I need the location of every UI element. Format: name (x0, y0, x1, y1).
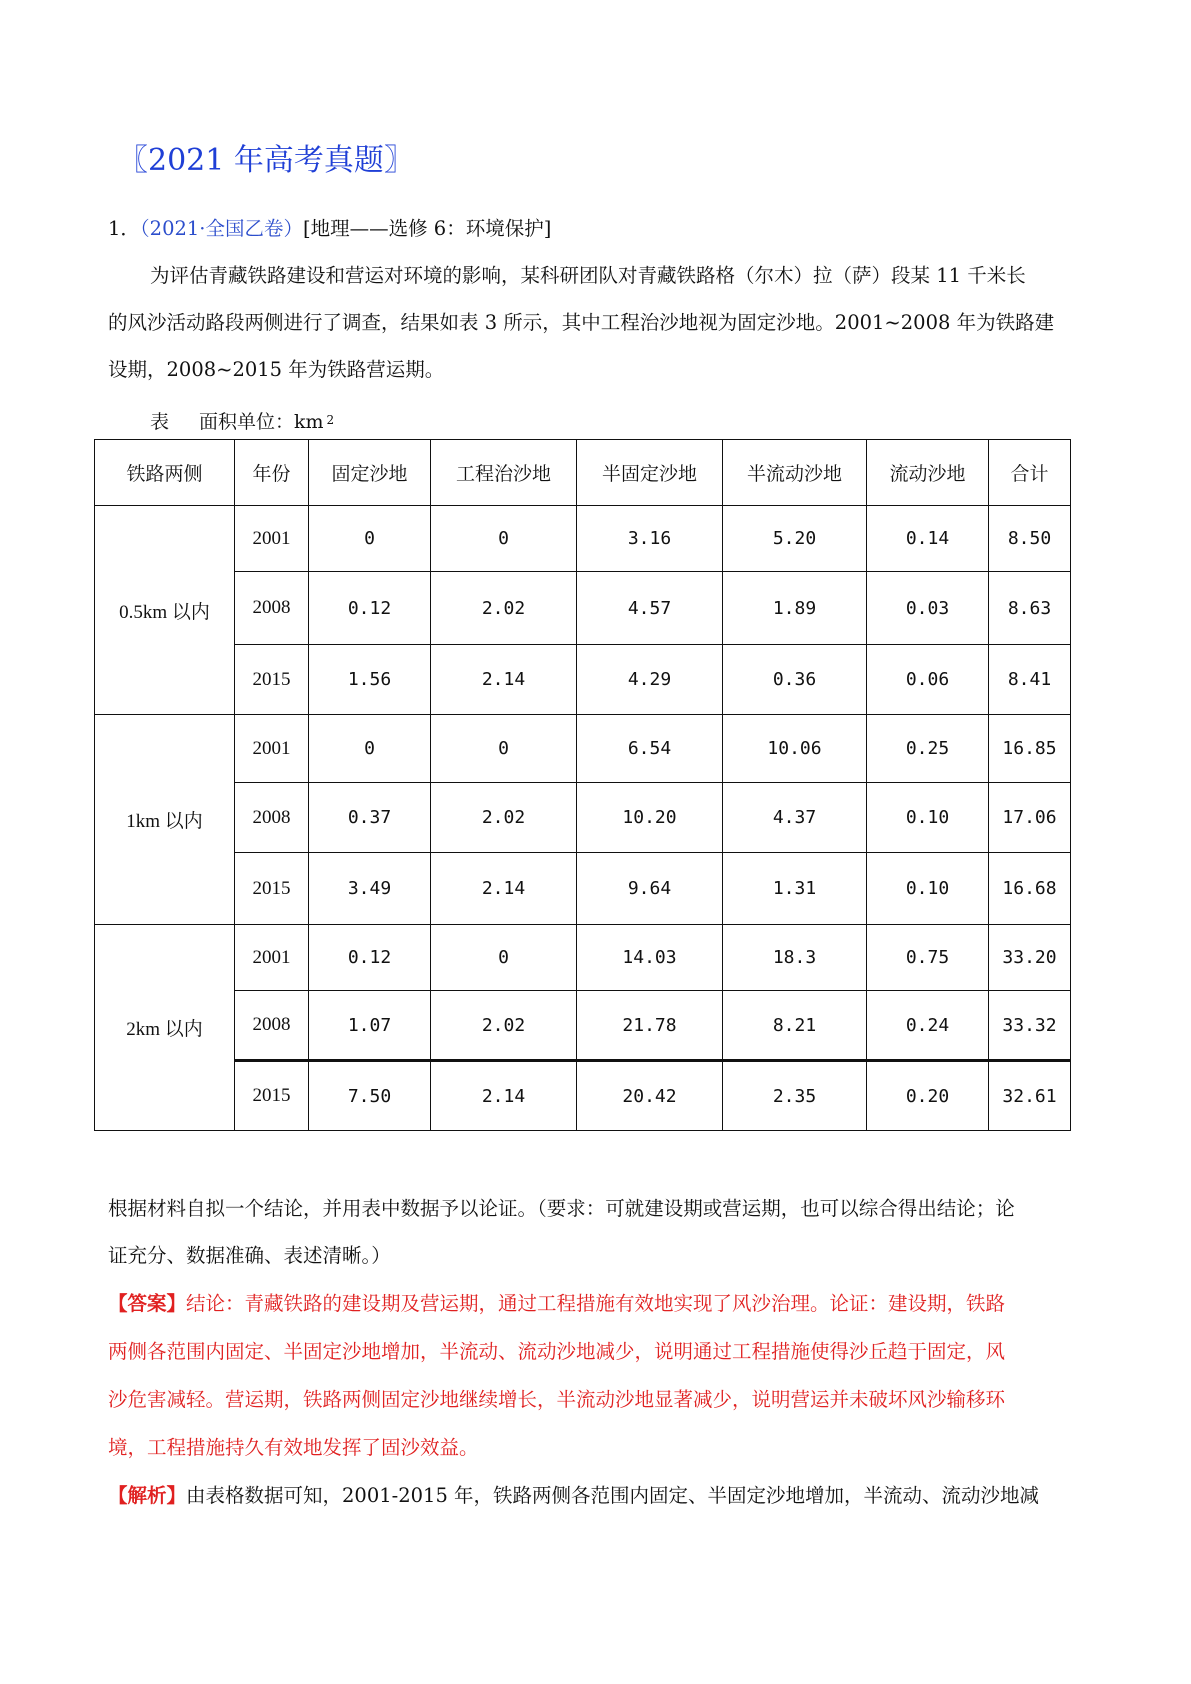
year-cell: 2015 (235, 1061, 309, 1131)
header-cell: 流动沙地 (867, 440, 989, 506)
answer-line-3: 沙危害减轻。营运期，铁路两侧固定沙地继续增长，半流动沙地显著减少，说明营运并未破坏风沙输移环 (108, 1388, 1006, 1411)
value-cell: 2.35 (723, 1061, 867, 1131)
table-row (95, 715, 1071, 783)
table-caption-unit: 面积单位：km (199, 411, 324, 433)
year-cell: 2008 (235, 991, 309, 1061)
table-caption-unit-sup: 2 (326, 413, 335, 427)
value-cell: 2.14 (431, 853, 577, 925)
value-cell: 8.50 (989, 506, 1071, 572)
year-cell: 2001 (235, 506, 309, 572)
table-row (95, 506, 1071, 572)
value-cell: 16.68 (989, 853, 1071, 925)
value-cell: 5.20 (723, 506, 867, 572)
value-cell: 21.78 (577, 991, 723, 1061)
intro-line-1: 为评估青藏铁路建设和营运对环境的影响，某科研团队对青藏铁路格（尔木）拉（萨）段某 11 千米长 (150, 264, 1026, 287)
value-cell: 10.20 (577, 783, 723, 853)
header-cell: 工程治沙地 (431, 440, 577, 506)
table-row (95, 853, 1071, 925)
section-heading: 〖2021 年高考真题〗 (118, 143, 414, 178)
value-cell: 0.20 (867, 1061, 989, 1131)
value-cell: 20.42 (577, 1061, 723, 1131)
table-row (95, 572, 1071, 645)
value-cell: 10.06 (723, 715, 867, 783)
value-cell: 0 (309, 715, 431, 783)
value-cell: 8.41 (989, 645, 1071, 715)
table-header-row (95, 440, 1071, 506)
value-cell: 0 (309, 506, 431, 572)
value-cell: 1.56 (309, 645, 431, 715)
value-cell: 17.06 (989, 783, 1071, 853)
year-cell: 2008 (235, 572, 309, 645)
value-cell: 2.02 (431, 783, 577, 853)
year-cell: 2008 (235, 783, 309, 853)
answer-line-4: 境，工程措施持久有效地发挥了固沙效益。 (108, 1436, 479, 1459)
value-cell: 4.37 (723, 783, 867, 853)
value-cell: 0.12 (309, 572, 431, 645)
value-cell: 2.02 (431, 991, 577, 1061)
header-cell: 半固定沙地 (577, 440, 723, 506)
intro-line-3: 设期，2008~2015 年为铁路营运期。 (108, 358, 445, 381)
table-caption-label: 表 (150, 411, 170, 433)
intro-line-2: 的风沙活动路段两侧进行了调查，结果如表 3 所示，其中工程治沙地视为固定沙地。2001~2008 年为铁路建 (108, 311, 1055, 334)
table-row (95, 925, 1071, 991)
question-category: [地理——选修 6：环境保护] (303, 217, 552, 240)
header-cell: 半流动沙地 (723, 440, 867, 506)
analysis-line-1 (108, 1484, 1098, 1508)
value-cell: 6.54 (577, 715, 723, 783)
sand-area-table (94, 439, 1071, 1131)
value-cell: 0 (431, 506, 577, 572)
header-cell: 固定沙地 (309, 440, 431, 506)
value-cell: 8.21 (723, 991, 867, 1061)
table-row (95, 1061, 1071, 1131)
value-cell: 7.50 (309, 1061, 431, 1131)
value-cell: 1.07 (309, 991, 431, 1061)
answer-line-2: 两侧各范围内固定、半固定沙地增加，半流动、流动沙地减少，说明通过工程措施使得沙丘趋于固定，风 (108, 1340, 1006, 1363)
table-row (95, 991, 1071, 1061)
prompt-line-2: 证充分、数据准确、表述清晰。） (108, 1244, 391, 1267)
question-number: 1． (108, 217, 140, 240)
year-cell: 2001 (235, 715, 309, 783)
header-cell: 年份 (235, 440, 309, 506)
answer-line-1 (108, 1292, 1098, 1316)
value-cell: 0.36 (723, 645, 867, 715)
value-cell: 0.37 (309, 783, 431, 853)
value-cell: 33.20 (989, 925, 1071, 991)
value-cell: 2.14 (431, 1061, 577, 1131)
year-cell: 2001 (235, 925, 309, 991)
group-label-cell: 1km 以内 (95, 715, 235, 925)
value-cell: 32.61 (989, 1061, 1071, 1131)
value-cell: 3.16 (577, 506, 723, 572)
table-caption (150, 407, 334, 434)
table-row (95, 645, 1071, 715)
group-label-cell: 0.5km 以内 (95, 506, 235, 715)
value-cell: 2.14 (431, 645, 577, 715)
value-cell: 16.85 (989, 715, 1071, 783)
value-cell: 0.03 (867, 572, 989, 645)
prompt-line-1: 根据材料自拟一个结论，并用表中数据予以论证。（要求：可就建设期或营运期，也可以综合得出结论；论 (108, 1197, 1015, 1220)
value-cell: 3.49 (309, 853, 431, 925)
value-cell: 2.02 (431, 572, 577, 645)
value-cell: 0.10 (867, 853, 989, 925)
value-cell: 33.32 (989, 991, 1071, 1061)
value-cell: 4.29 (577, 645, 723, 715)
value-cell: 0.75 (867, 925, 989, 991)
value-cell: 1.89 (723, 572, 867, 645)
value-cell: 1.31 (723, 853, 867, 925)
year-cell: 2015 (235, 853, 309, 925)
analysis-tag: 【解析】 (108, 1484, 187, 1507)
value-cell: 9.64 (577, 853, 723, 925)
question-source: （2021·全国乙卷） (139, 217, 303, 240)
value-cell: 4.57 (577, 572, 723, 645)
question-header (108, 217, 1098, 241)
table-row (95, 783, 1071, 853)
value-cell: 8.63 (989, 572, 1071, 645)
answer-tag: 【答案】 (108, 1292, 187, 1315)
value-cell: 0.25 (867, 715, 989, 783)
year-cell: 2015 (235, 645, 309, 715)
group-label-cell: 2km 以内 (95, 925, 235, 1131)
value-cell: 0.14 (867, 506, 989, 572)
value-cell: 0 (431, 925, 577, 991)
value-cell: 0 (431, 715, 577, 783)
value-cell: 14.03 (577, 925, 723, 991)
value-cell: 0.12 (309, 925, 431, 991)
value-cell: 18.3 (723, 925, 867, 991)
header-cell: 合计 (989, 440, 1071, 506)
header-cell: 铁路两侧 (95, 440, 235, 506)
value-cell: 0.10 (867, 783, 989, 853)
answer-text: 结论：青藏铁路的建设期及营运期，通过工程措施有效地实现了风沙治理。论证：建设期，铁路 (186, 1292, 1006, 1315)
value-cell: 0.06 (867, 645, 989, 715)
value-cell: 0.24 (867, 991, 989, 1061)
analysis-text: 由表格数据可知，2001-2015 年，铁路两侧各范围内固定、半固定沙地增加，半流动、流动沙地减 (186, 1484, 1040, 1507)
